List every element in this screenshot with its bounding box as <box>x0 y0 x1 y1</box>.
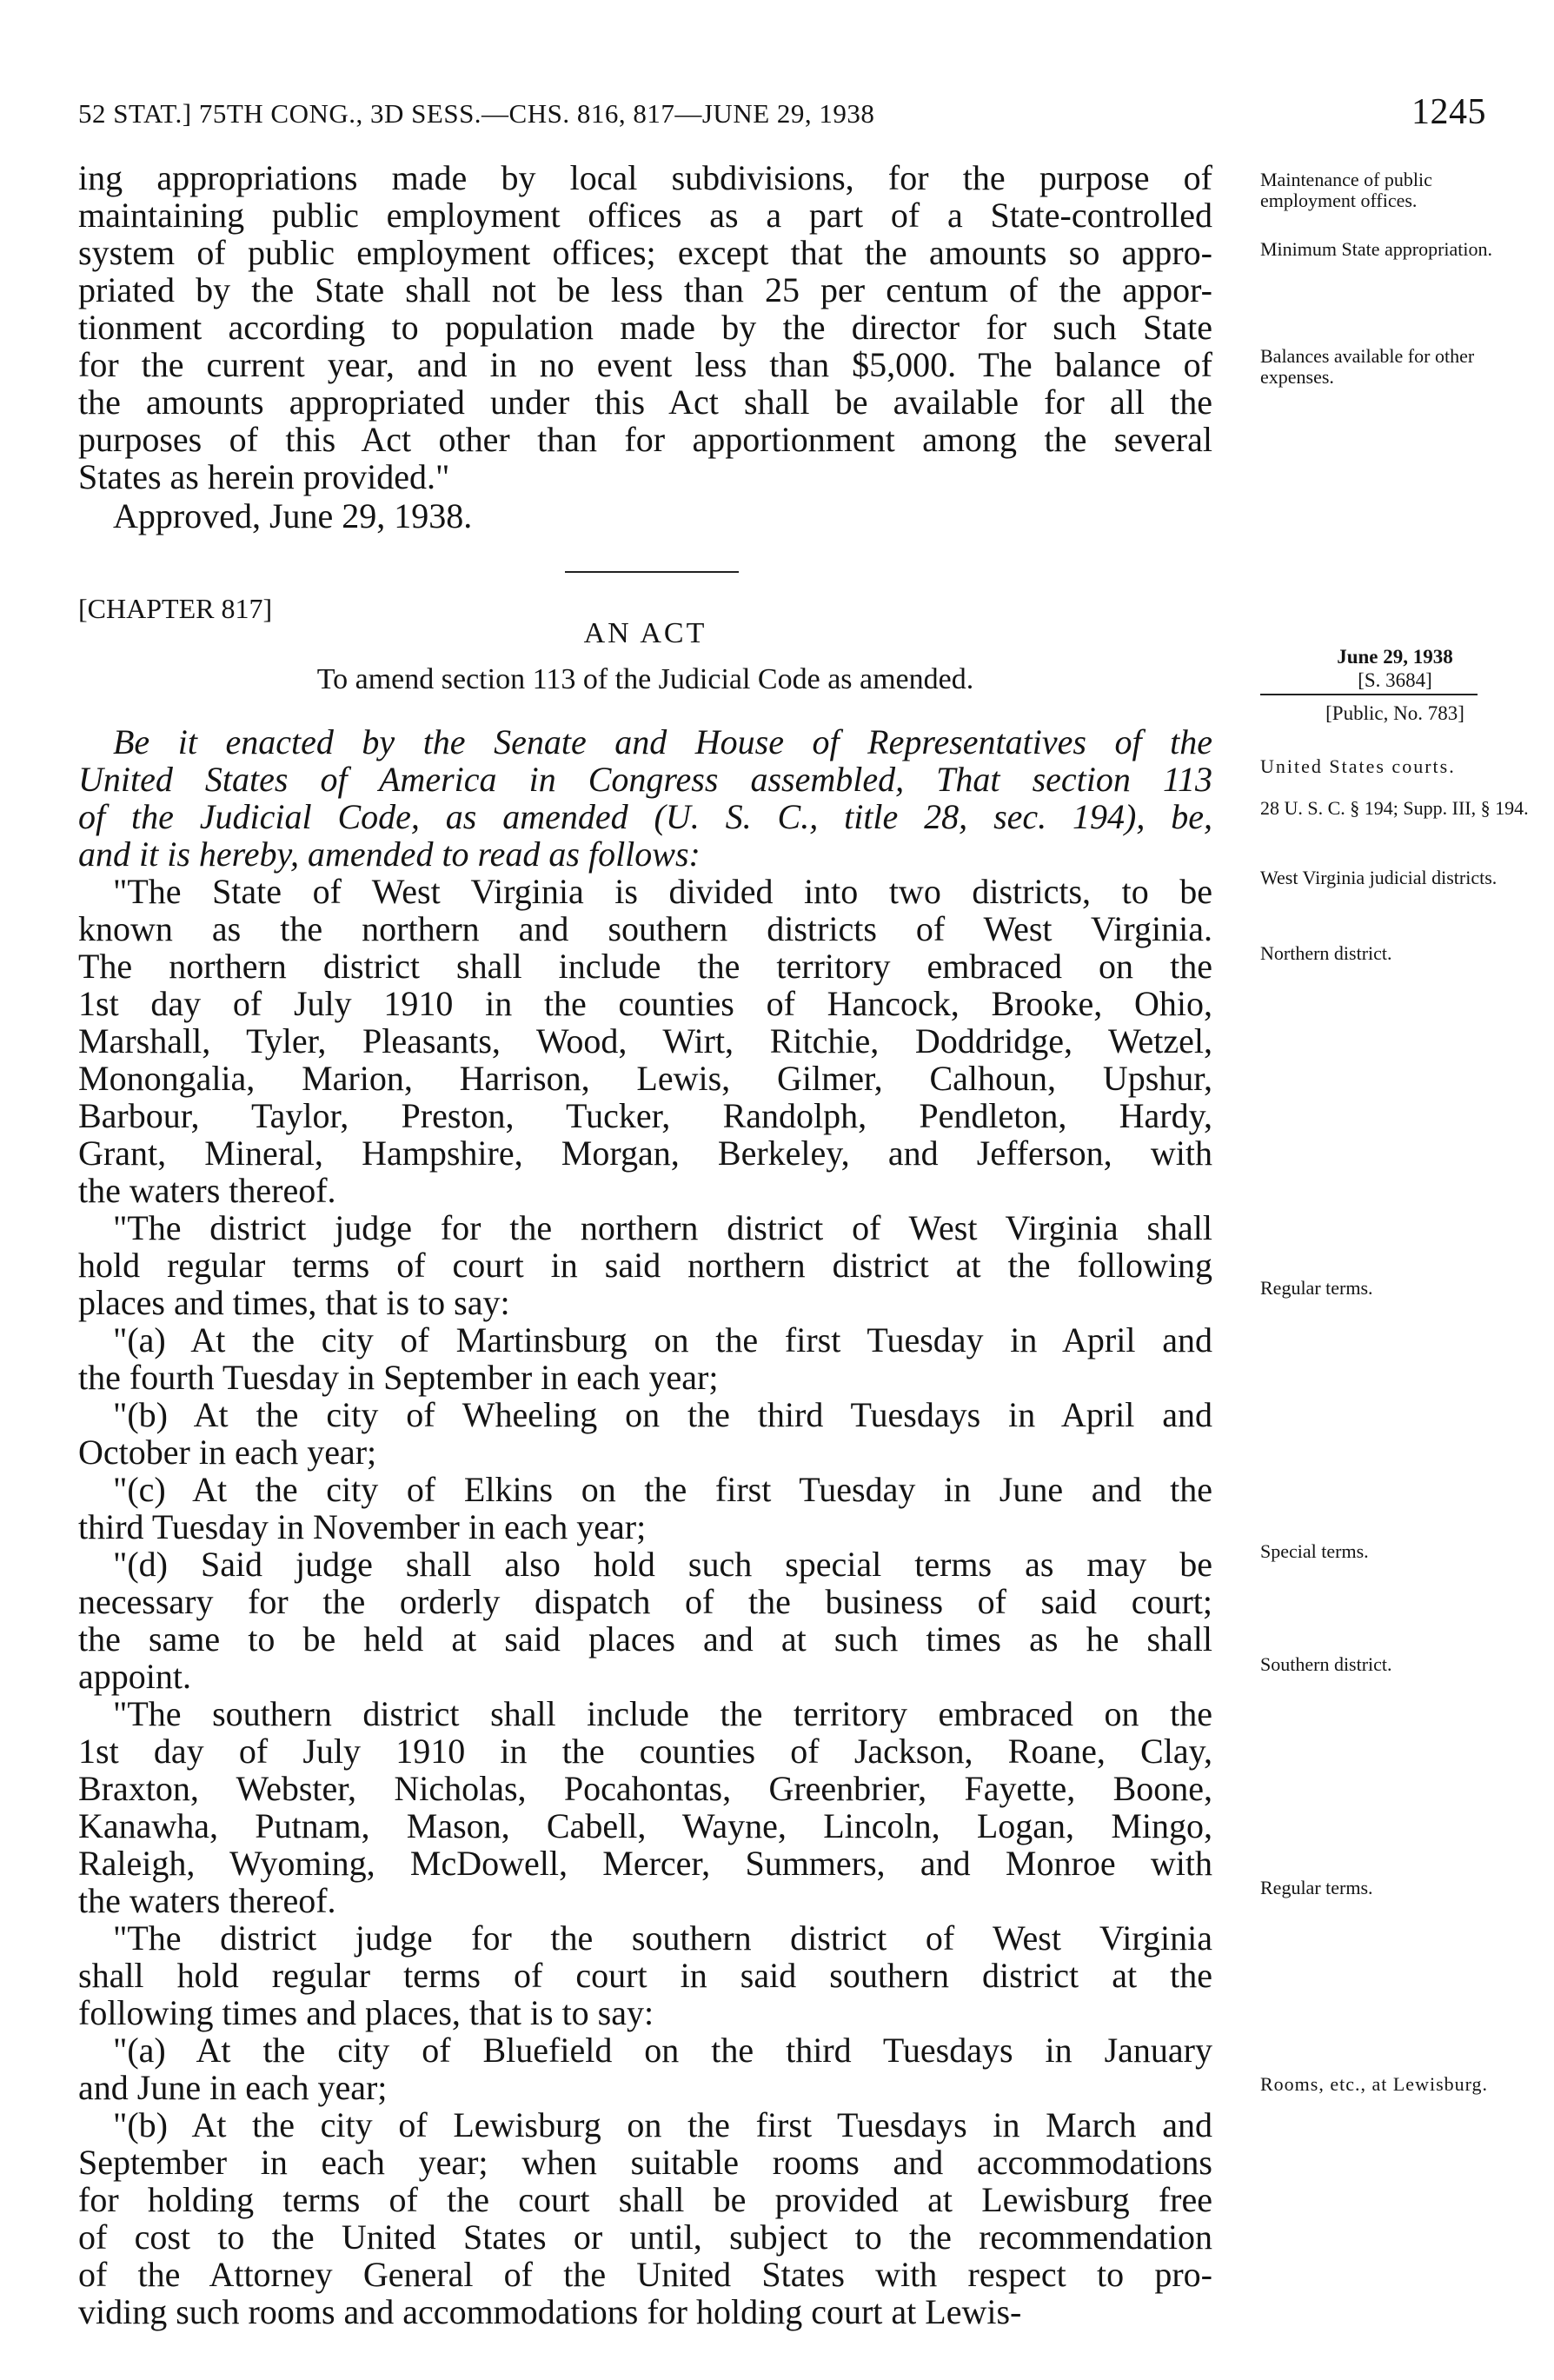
header-citation: 52 STAT.] 75TH CONG., 3D SESS.—CHS. 816, 817—JUNE 29, 1938 <box>78 98 875 129</box>
margin-note-special-terms: Special terms. <box>1260 1540 1369 1562</box>
text-line: and it is hereby, amended to read as follows: <box>78 834 701 874</box>
text-line: "(a) At the city of Bluefield on the third Tuesdays in January <box>113 2031 1212 2070</box>
text-line: purposes of this Act other than for apportionment among the several <box>78 420 1212 459</box>
text-line: for holding terms of the court shall be provided at Lewisburg free <box>78 2180 1212 2219</box>
margin-note-minimum: Minimum State appropriation. <box>1260 238 1493 260</box>
text-line: shall hold regular terms of court in said southern district at the <box>78 1956 1212 1995</box>
page-number: 1245 <box>1411 92 1486 132</box>
margin-note-maintenance: Maintenance of public employment offices. <box>1260 169 1432 211</box>
text-line: of the Judicial Code, as amended (U. S. C., title 28, sec. 194), be, <box>78 797 1212 836</box>
text-line: States as herein provided." <box>78 457 450 496</box>
text-line: "(c) At the city of Elkins on the first Tuesday in June and the <box>113 1470 1212 1509</box>
paragraph-southern-terms <box>78 1919 1212 2031</box>
chapter-816-text <box>78 159 1212 495</box>
text-line: Braxton, Webster, Nicholas, Pocahontas, Greenbrier, Fayette, Boone, <box>78 1769 1212 1808</box>
public-law-note: [Public, No. 783] <box>1325 702 1464 724</box>
paragraph-elkins <box>78 1471 1212 1546</box>
text-line: known as the northern and southern districts of West Virginia. <box>78 909 1212 948</box>
text-line: places and times, that is to say: <box>78 1283 510 1322</box>
text-line: "The district judge for the northern district of West Virginia shall <box>113 1208 1212 1247</box>
margin-note-regular-terms-1: Regular terms. <box>1260 1277 1373 1299</box>
chapter-label: [CHAPTER 817] <box>78 593 273 624</box>
chapter-816-conclusion <box>78 159 1212 535</box>
paragraph-martinsburg <box>78 1321 1212 1396</box>
text-line: Kanawha, Putnam, Mason, Cabell, Wayne, Lincoln, Logan, Mingo, <box>78 1806 1212 1845</box>
enacting-clause <box>78 723 1212 873</box>
margin-note-southern: Southern district. <box>1260 1653 1392 1675</box>
text-line: tionment according to population made by the director for such State <box>78 308 1212 347</box>
text-line: "The State of West Virginia is divided into two districts, to be <box>113 872 1212 911</box>
text-line: maintaining public employment offices as a part of a State-controlled <box>78 196 1212 235</box>
bill-note: [S. 3684] <box>1358 669 1432 691</box>
text-line: hold regular terms of court in said northern district at the following <box>78 1246 1212 1285</box>
text-line: "(b) At the city of Wheeling on the third Tuesdays in April and <box>113 1395 1212 1434</box>
margin-note-northern: Northern district. <box>1260 942 1392 964</box>
text-line: the same to be held at said places and at such times as he shall <box>78 1619 1212 1659</box>
text-line: ing appropriations made by local subdivisions, for the purpose of <box>78 158 1212 197</box>
margin-note-us-courts: United States courts. <box>1260 755 1456 777</box>
text-line: 1st day of July 1910 in the counties of Jackson, Roane, Clay, <box>78 1732 1212 1771</box>
margin-rule <box>1260 694 1478 695</box>
paragraph-lewisburg <box>78 2106 1212 2330</box>
text-line: Barbour, Taylor, Preston, Tucker, Randolph, Pendleton, Hardy, <box>78 1096 1212 1135</box>
paragraph-wheeling <box>78 1396 1212 1471</box>
act-title: AN ACT <box>583 617 707 649</box>
text-line: for the current year, and in no event less than $5,000. The balance of <box>78 345 1212 384</box>
text-line: system of public employment offices; except that the amounts so appro- <box>78 233 1212 272</box>
text-line: and June in each year; <box>78 2068 388 2107</box>
text-line: Marshall, Tyler, Pleasants, Wood, Wirt, Ritchie, Doddridge, Wetzel, <box>78 1021 1212 1060</box>
margin-note-usc-cite: 28 U. S. C. § 194; Supp. III, § 194. <box>1260 797 1529 819</box>
margin-note-wv-districts: West Virginia judicial districts. <box>1260 867 1498 888</box>
margin-note-balances: Balances available for other expenses. <box>1260 345 1475 388</box>
text-line: the waters thereof. <box>78 1881 336 1920</box>
text-line: appoint. <box>78 1657 191 1696</box>
paragraph-northern-terms <box>78 1209 1212 1321</box>
text-line: The northern district shall include the territory embraced on the <box>78 947 1212 986</box>
text-line: following times and places, that is to say: <box>78 1993 654 2032</box>
text-line: "The district judge for the southern district of West Virginia <box>113 1918 1212 1958</box>
text-line: of cost to the United States or until, subject to the recommendation <box>78 2217 1212 2257</box>
paragraph-special-terms <box>78 1546 1212 1695</box>
margin-note-regular-terms-2: Regular terms. <box>1260 1877 1373 1898</box>
text-line: viding such rooms and accommodations for holding court at Lewis- <box>78 2292 1022 2331</box>
text-line: September in each year; when suitable rooms and accommodations <box>78 2143 1212 2182</box>
text-line: United States of America in Congress assembled, That section 113 <box>78 760 1212 799</box>
running-header <box>78 91 1486 143</box>
date-note: June 29, 1938 <box>1337 646 1453 668</box>
paragraph-districts <box>78 873 1212 1209</box>
text-line: "(b) At the city of Lewisburg on the first Tuesdays in March and <box>113 2105 1212 2144</box>
text-line: Be it enacted by the Senate and House of Representatives of the <box>113 722 1212 761</box>
text-line: "The southern district shall include the territory embraced on the <box>113 1694 1212 1733</box>
text-line: the fourth Tuesday in September in each year; <box>78 1358 719 1397</box>
text-line: 1st day of July 1910 in the counties of Hancock, Brooke, Ohio, <box>78 984 1212 1023</box>
text-line: the waters thereof. <box>78 1171 336 1210</box>
act-subtitle: To amend section 113 of the Judicial Code as amended. <box>316 663 974 695</box>
section-divider <box>565 571 739 573</box>
text-line: Raleigh, Wyoming, McDowell, Mercer, Summers, and Monroe with <box>78 1844 1212 1883</box>
text-line: of the Attorney General of the United States with respect to pro- <box>78 2255 1212 2294</box>
text-line: October in each year; <box>78 1433 377 1472</box>
text-line: "(a) At the city of Martinsburg on the first Tuesday in April and <box>113 1320 1212 1360</box>
text-line: third Tuesday in November in each year; <box>78 1507 647 1546</box>
paragraph-bluefield <box>78 2031 1212 2106</box>
text-line: Monongalia, Marion, Harrison, Lewis, Gilmer, Calhoun, Upshur, <box>78 1059 1212 1098</box>
text-line: the amounts appropriated under this Act shall be available for all the <box>78 382 1212 422</box>
paragraph-southern-district <box>78 1695 1212 1919</box>
text-line: priated by the State shall not be less than 25 per centum of the appor- <box>78 270 1212 309</box>
chapter-817-body <box>78 723 1212 2330</box>
text-line: Grant, Mineral, Hampshire, Morgan, Berkeley, and Jefferson, with <box>78 1133 1212 1173</box>
approval-line: Approved, June 29, 1938. <box>113 496 473 535</box>
text-line: "(d) Said judge shall also hold such special terms as may be <box>113 1545 1212 1584</box>
text-line: necessary for the orderly dispatch of the business of said court; <box>78 1582 1212 1621</box>
margin-note-rooms: Rooms, etc., at Lewisburg. <box>1260 2073 1489 2095</box>
